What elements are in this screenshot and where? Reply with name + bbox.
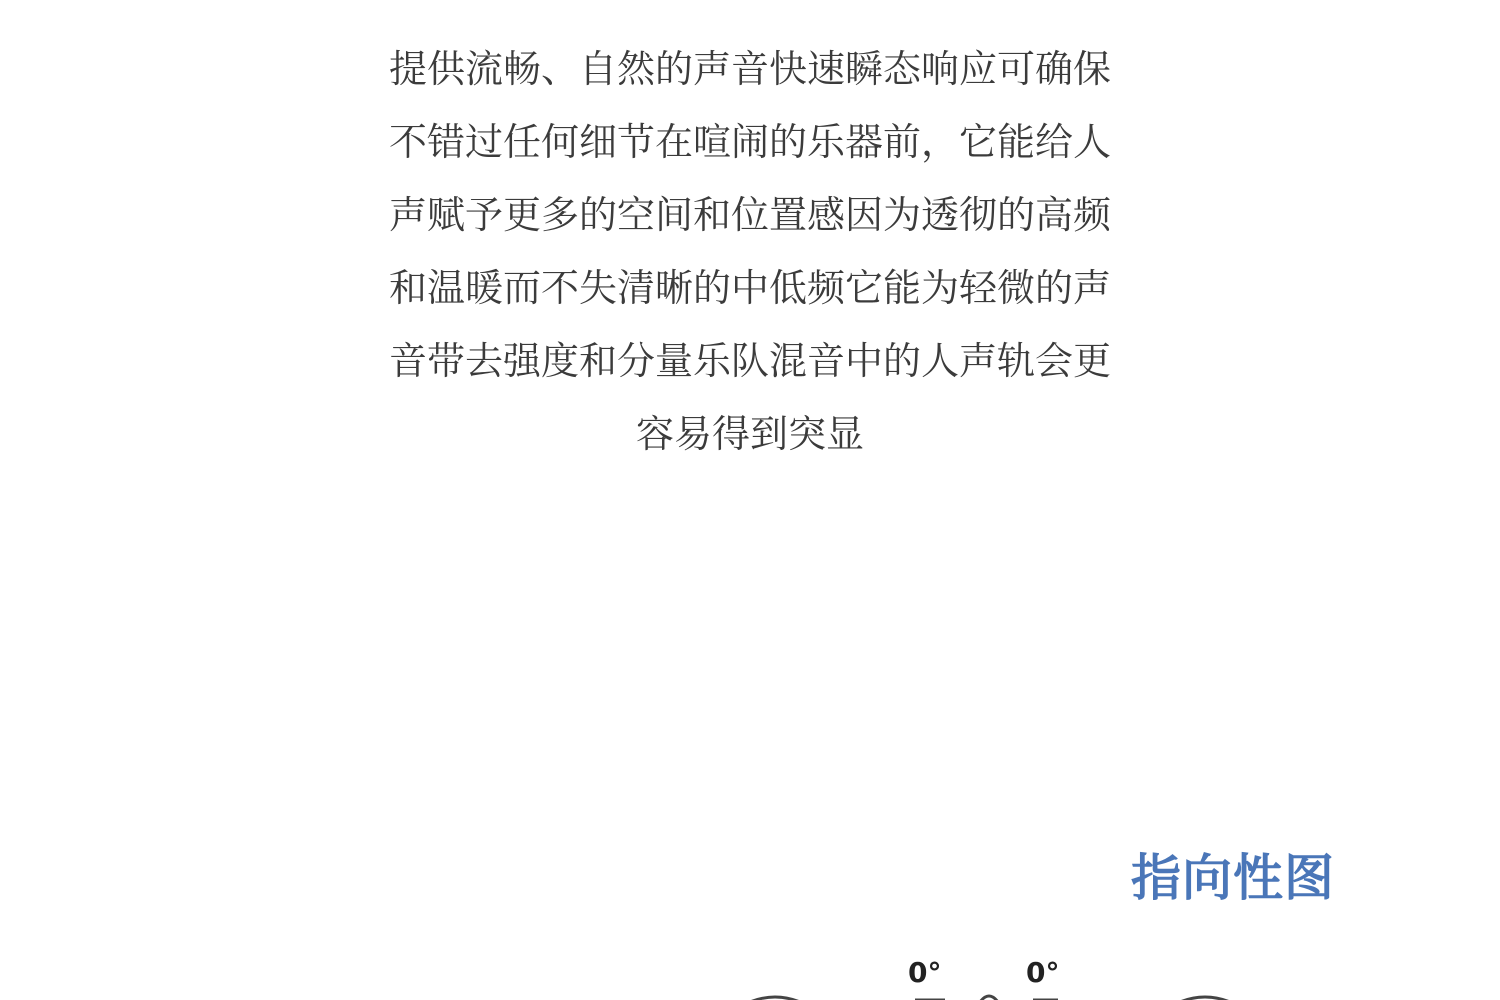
directivity-polar-chart — [0, 940, 1500, 1000]
angle-label-left: 0° — [908, 956, 942, 989]
intro-line-3: 声赋予更多的空间和位置感因为透彻的高频 — [388, 193, 1111, 237]
intro-line-1: 提供流畅、自然的声音快速瞬态响应可确保 — [388, 47, 1111, 91]
intro-line-5: 音带去强度和分量乐队混音中的人声轨会更 — [388, 339, 1111, 383]
intro-paragraph — [340, 36, 1160, 474]
directivity-polar-svg — [0, 940, 1500, 1000]
angle-label-right: 0° — [1026, 956, 1060, 989]
intro-line-2: 不错过任何细节在喧闹的乐器前，它能给人 — [388, 120, 1111, 164]
polar-center-marker — [980, 996, 998, 1000]
intro-line-6: 容易得到突显 — [635, 412, 864, 456]
directivity-section-title: 指向性图 — [1131, 849, 1335, 907]
intro-line-4: 和温暖而不失清晰的中低频它能为轻微的声 — [388, 266, 1111, 310]
